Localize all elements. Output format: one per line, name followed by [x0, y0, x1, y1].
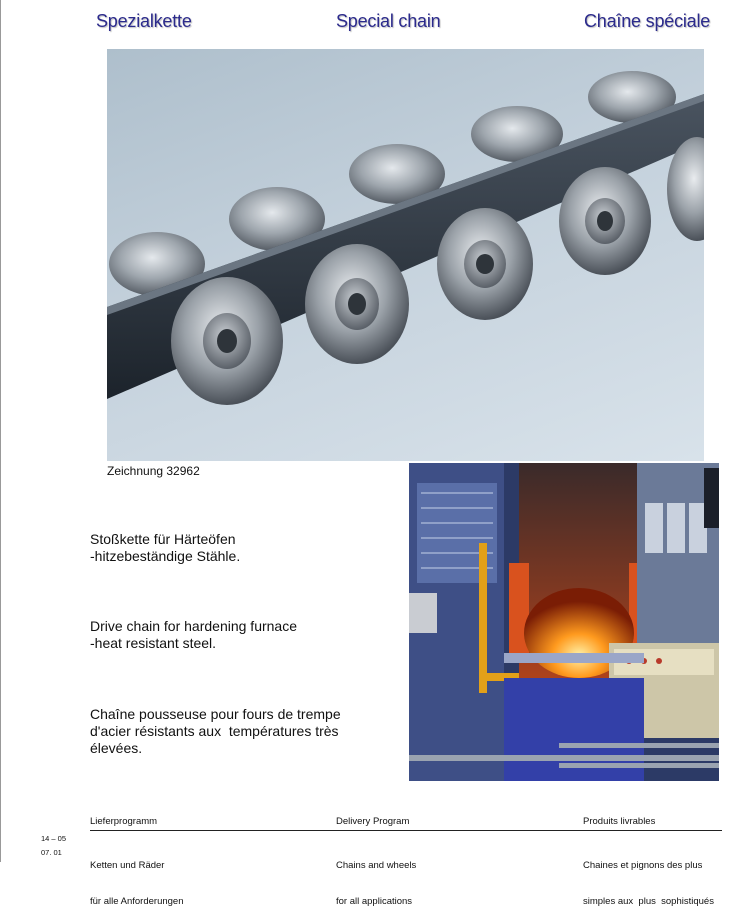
footer-rule	[90, 830, 722, 831]
title-english: Special chain	[336, 11, 441, 31]
footer-text-german	[90, 836, 183, 920]
date-code: 07. 01	[41, 848, 62, 857]
description-german-line: -hitzebeständige Stähle.	[90, 548, 241, 564]
description-french-line: élevées.	[90, 740, 143, 756]
drawing-number-caption: Zeichnung 32962	[107, 464, 200, 478]
footer-line: Ketten und Räder	[90, 860, 165, 871]
footer-title-french: Produits livrables	[583, 816, 656, 827]
description-german	[90, 531, 240, 565]
description-french-line: d'acier résistants aux températures très	[90, 723, 339, 739]
title-german: Spezialkette	[96, 11, 192, 31]
footer-title-english: Delivery Program	[336, 816, 410, 827]
footer-text-english	[336, 836, 416, 920]
description-french	[90, 706, 341, 757]
description-german-line: Stoßkette für Härteöfen	[90, 531, 236, 547]
hardening-furnace-photo	[409, 463, 719, 781]
footer-line: Chaines et pignons des plus	[583, 860, 703, 871]
footer-title-german: Lieferprogramm	[90, 816, 158, 827]
description-english	[90, 618, 297, 652]
left-margin-rule	[0, 0, 1, 862]
description-english-line: -heat resistant steel.	[90, 635, 217, 651]
footer-line: simples aux plus sophistiqués	[583, 896, 714, 907]
footer-line: für alle Anforderungen	[90, 896, 184, 907]
description-english-line: Drive chain for hardening furnace	[90, 618, 298, 634]
footer-text-french	[583, 836, 714, 920]
description-french-line: Chaîne pousseuse pour fours de trempe	[90, 706, 341, 722]
special-chain-photo	[107, 49, 704, 461]
footer-line: for all applications	[336, 896, 413, 907]
title-french: Chaîne spéciale	[584, 11, 711, 31]
page-code: 14 – 05	[41, 834, 67, 843]
footer-line: Chains and wheels	[336, 860, 417, 871]
